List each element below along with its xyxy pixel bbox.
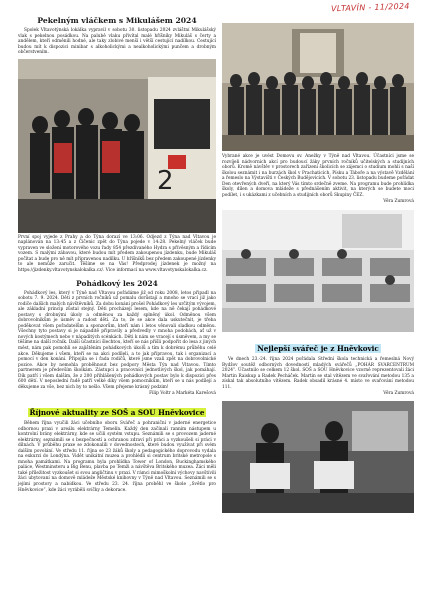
welder-article-signature: Věra Zumrová [383, 391, 414, 397]
welder-article-body: Ve dnech 23.-24. října 2024 pořádala Střední škola technická a řemeslná Nový Bydžov soutěž odborných dovedností mladých svářečů „POHÁR SVARCENTRUM 2024“. Účastnilo se celkem 12 škol. SOŠ a SOU Hněvkovice vzorně reprezentovali žáci Martin Raiskup a Radek Pecháček. Martin se stal vítězem ve svařování metodou 135 a získal tak absolutního vítězem. Radek obsadil krásné 4. místo ve svařování metodou 111. [222, 356, 414, 390]
welder-article-title: Nejlepší svářeč je z Hněvkovic [257, 343, 379, 353]
fairy-article-signature: Filip Voltr a Markéta Karešová [149, 391, 216, 397]
left-column [18, 14, 216, 494]
welders-photo [222, 401, 414, 513]
classroom-photo [222, 210, 414, 332]
classroom-photo-image [222, 210, 414, 332]
news-article-title: Říjnové aktuality ze SOŠ a SOU Hněvkovice [29, 408, 205, 417]
train-article-title: Pekelným vláčkem s Mikulášem 2024 [37, 16, 197, 25]
train-article-body: První spoj vyjede z Prahy a do Týna dorazí ve 13:06. Odjezd z Týna nad Vltavou je naplánován na 13:45 a z Číčenic zpět do Týna pojede v 14:28. Pekelný vláček bude vypraven ve složení motorového vozu řady 854 přezdívaného Hydra s přívěsným a řídicím vozem. S malými zábavou, které budou mít předem zakoupenou jízdenku, bude Mikuláš počítat a bude pro ně mít připravenou nadílku. U hříšníků bez předem zakoupené jízdenky to ale nemůže zaručit. Těšíme se na Vás! Předprodej jízdenek je možný na https://jizdenky.vltavotynskalokalka.cz/. Více informací na www.vltavotynskalokalka.cz. [18, 234, 216, 274]
domovu-article-signature: Věra Zumrová [383, 199, 414, 205]
fairy-article-title: Pohádkový les 2024 [76, 278, 158, 288]
right-column [222, 14, 414, 513]
domovu-article-body: Vybrané akce je uvést Domovu sv. Anežky v Týně nad Vltavou. Účastníci jsme se rozvíjeli nádvorních akcí pro budoucí žáky prvních ročníků učitelských a studijních oborů. Kromě návštěv v prostorech zařízení školicích se zájemci o studium mohli s naší školou seznámit i na burzách škol v Prachaticích, Písku a Táboře a na výstavě Vzdělání a řemeslo na Výstavišti v Českých Budějovicích. V sobotu 23. listopadu budeme pořádat Den otevřených dveří, na který Vás tímto srdečně zveme. Na programu bude prohlídka školy, dílen a domova mládeže s přednášením aktivit, na kterých se budete moci podílet, i s ukázkami z učebních a studijních oborů Skupiny ČEZ. [222, 154, 414, 198]
fairy-article-body: Pohádkový les, který v Týně nad Vltavou pořádáme již od roku 2008, letos připadl na sobotu 7. 9. 2024. Děti z prvních ročníků už pomalu dorůstají a mnoho se vrací již jako rodiče dalších malých návštěvníků. Za dobu konání prošel Pohádkový les určitým vývojem, ale základní princip zůstal stejný. Děti procházejí lesem, kde na ně čekají pohádkové postavy s drobnými úkoly a odměnou za každý splněný úkol. Odměnou všem dobrovolníkům je úsměv a radost dětí. Za to, že se akce dala uskutečnit, je třeba poděkovat všem pořadatelům a sponzorům, kteří nám i letos věnovali sladkou odměnu. Všechny tyto postavy si je nápaditě připravily a předvedly v mnoha podobách, ať už v nových kostýmech nebo v nápaditých scénkách. Děti k nám se vracejí s úsměvem, a my se těšíme na další ročník. Další účastníci šlechtou, kteří se nás přišli podpořit do lesa z jiných měst, nám pak pomohli se zajištěním pohádkových úkolů a tím k dobrému průběhu celé akce. Děkujeme i všem, kteří se na akci podíleli, a to jak přípravou, tak i organizací a pomocí v den konání. Připojila se i řada rodičů, které jsme vzali zpět na dobrovolnické pozice. Akce by nemohla proběhnout bez podpory Města Týn nad Vltavou. Tímto partnerem je především školkám. Zástupci a pracovníci jednotlivých škol, jak pomáhají. Dík patří i všem dalším, že z 200 přihlášených pohádkových postav bylo k dispozici přes 600 dětí. V neposlední řadě patří velké díky všem pomocníkům, kteří se u nás podílejí a děkujeme za vše, bez nich by to nešlo. Všem přejeme krásný podzim! [18, 290, 216, 390]
handwritten-note: VLTAVÍN - 11/2024 [331, 1, 411, 14]
group-photo [222, 23, 414, 151]
train-photo-image [18, 59, 216, 233]
group-photo-image [222, 23, 414, 151]
welders-photo-image [222, 401, 414, 513]
train-article-intro: Spolek Vltavotýnská lokálka vypravil v sobotu 30. listopadu 2024 zvláštní Mikulášský vlak s pekelnou posádkou. Na palubě vlaku přivítal malé hříšníky Mikuláš s čerty a andělem, kteří odměnili hodné, ale taky zlobivé menší i větší cestující nadílkou. Cestující budou mít k dispozici minibar s alkoholickými a nealkoholickými punčem a drobným občerstvením. [18, 28, 216, 56]
svg-text:2: 2 [157, 165, 174, 196]
train-photo [18, 59, 216, 233]
news-article-body: Během října vyučili žáci učebního oboru Svářeč a pohraniční v jaderné energetice odbornou praxi v areálu elektrárny Temelín. Každý den začínali ranním nástupem u kontrolní brány elektrárny, kde se učili systém vstupu. Seznámili se s provozem jaderné elektrárny, seznámili se s bezpečností a ochranou zdraví při práci a vyzkoušeli si práci v dílnách. V průběhu praxe se zdokonalili v dovednostech, které budou využívat při svém dalším povolání. Ve středu 11. října se 23 žáků školy a pedagogického doprovodu vydala na exkurzi do Londýna. Vidět unikátní muzea a prohlédli si centrum britské metropole s mnoha památkami. Na programu byla prohlídka Tower of London, Buckinghamského paláce, Westminsteru a Big Benu, plavba po Temži a návštěva Britského muzea. Žáci měli také příležitost vyzkoušet si svou angličtinu v praxi. V rámci mimoškolní výchovy navštívili žáci ubytovaní na domově mládeže Městské knihovny v Týně nad Vltavou. Seznámili se s jejími prostory a nabídkou. Ve středu 23. 24. října proběhl ve škole „Světlo pro Hněvkovice“, kde žáci vyráběli svíčky a dekorace. [18, 421, 216, 493]
